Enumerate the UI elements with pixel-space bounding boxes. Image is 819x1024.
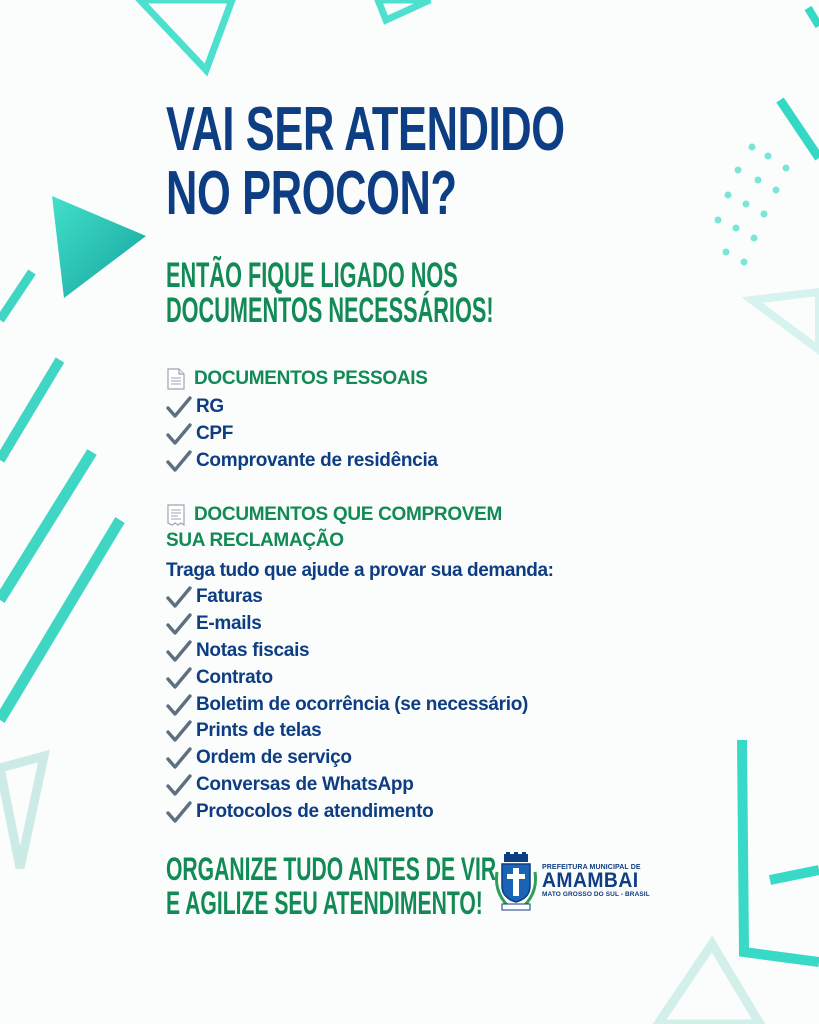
list-item-label: Contrato: [196, 666, 273, 688]
checkmark-icon: [166, 667, 192, 689]
list-item: [166, 718, 528, 745]
section-title-text: DOCUMENTOS QUE COMPROVEM: [194, 504, 503, 525]
deco-stripe: [808, 8, 819, 26]
municipal-crest-icon: [494, 852, 538, 912]
checkmark-icon: [166, 747, 192, 769]
list-item-label: E-mails: [196, 613, 262, 635]
deco-triangle-outline: [140, 0, 232, 70]
deco-stripe: [0, 520, 120, 720]
checkmark-icon: [166, 640, 192, 662]
checkmark-icon: [166, 586, 192, 608]
list-item-label: Notas fiscais: [196, 639, 310, 661]
deco-triangle-solid: [52, 196, 146, 298]
list-item-label: RG: [196, 396, 224, 418]
list-item-label: Prints de telas: [196, 720, 322, 742]
checkmark-icon: [166, 450, 192, 472]
logo-city-name: AMAMBAI: [542, 869, 639, 892]
logo-line: PREFEITURA MUNICIPAL DE: [542, 864, 641, 871]
list-item-label: CPF: [196, 423, 234, 445]
complaint-intro: Traga tudo que ajude a provar sua demanda:: [166, 560, 554, 581]
list-item-label: Faturas: [196, 586, 263, 608]
subheadline-line: DOCUMENTOS NECESSÁRIOS!: [166, 291, 494, 330]
deco-corner-outline: [770, 870, 819, 880]
deco-triangle-faint: [752, 292, 819, 350]
list-item: [166, 691, 528, 718]
deco-dot-grid: [715, 144, 790, 266]
section-title-complaint-docs: [166, 502, 502, 554]
deco-corner-outline: [742, 740, 819, 962]
list-item: [166, 611, 528, 638]
list-item-label: Ordem de serviço: [196, 747, 352, 769]
prefeitura-logo: [494, 852, 654, 914]
checkmark-icon: [166, 396, 192, 418]
section-title-text: SUA RECLAMAÇÃO: [166, 530, 344, 551]
checkmark-icon: [166, 774, 192, 796]
section-title-personal-docs: [166, 366, 428, 392]
logo-wordmark: [542, 864, 682, 898]
checkmark-icon: [166, 613, 192, 635]
list-item: [166, 638, 528, 665]
headline: [166, 95, 565, 228]
list-item: [166, 745, 528, 772]
footer-line: ORGANIZE TUDO ANTES DE VIR: [166, 851, 497, 887]
list-item-label: Comprovante de residência: [196, 449, 438, 471]
list-item: [166, 798, 528, 825]
list-item: [166, 772, 528, 799]
list-item: [166, 448, 438, 475]
footer-line: E AGILIZE SEU ATENDIMENTO!: [166, 885, 483, 921]
list-item: [166, 394, 438, 421]
deco-triangle-outline: [378, 0, 430, 20]
deco-stripe: [0, 272, 32, 320]
checkmark-icon: [166, 720, 192, 742]
subheadline: [166, 258, 494, 328]
deco-triangle-faint: [0, 756, 44, 868]
deco-stripe: [780, 100, 819, 158]
list-item-label: Conversas de WhatsApp: [196, 773, 414, 795]
deco-stripe: [0, 360, 60, 460]
list-item: [166, 584, 528, 611]
document-page-icon: [166, 368, 186, 390]
personal-docs-list: [166, 394, 438, 474]
checkmark-icon: [166, 801, 192, 823]
headline-line: VAI SER ATENDIDO: [166, 95, 565, 164]
list-item-label: Protocolos de atendimento: [196, 800, 434, 822]
receipt-icon: [166, 504, 186, 526]
list-item-label: Boletim de ocorrência (se necessário): [196, 693, 529, 715]
complaint-docs-list: [166, 584, 528, 825]
section-title-text: DOCUMENTOS PESSOAIS: [194, 368, 428, 389]
footer-call-to-action: [166, 852, 496, 920]
checkmark-icon: [166, 423, 192, 445]
list-item: [166, 421, 438, 448]
logo-line: MATO GROSSO DO SUL - BRASIL: [542, 891, 650, 898]
subheadline-line: ENTÃO FIQUE LIGADO NOS: [166, 256, 458, 295]
headline-line: NO PROCON?: [166, 159, 457, 228]
list-item: [166, 664, 528, 691]
checkmark-icon: [166, 694, 192, 716]
deco-stripe: [0, 452, 92, 600]
